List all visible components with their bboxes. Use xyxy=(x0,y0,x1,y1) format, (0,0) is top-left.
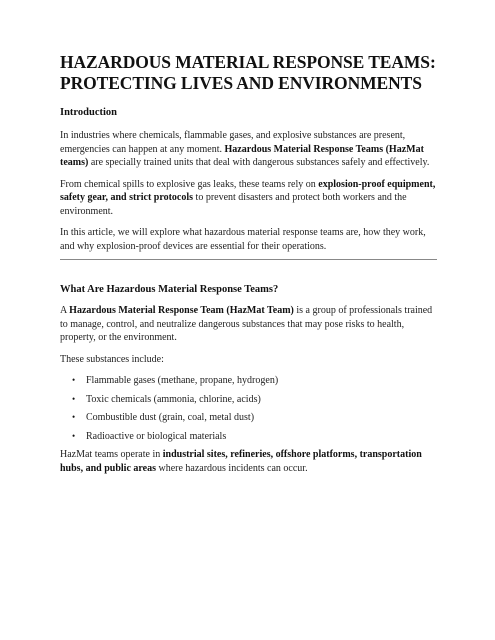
section2-paragraph-2: These substances include: xyxy=(60,353,164,365)
intro-paragraph-2 xyxy=(60,178,438,219)
list-item-text: Toxic chemicals (ammonia, chlorine, acids) xyxy=(86,393,261,405)
bullet-icon: • xyxy=(72,393,76,404)
intro-paragraph-1 xyxy=(60,129,438,170)
title-line-2: PROTECTING LIVES AND ENVIRONMENTS xyxy=(60,73,422,93)
intro-p1-bold: Hazardous Material Response Teams (HazMat teams) xyxy=(60,143,424,168)
intro-p2-bold: explosion-proof equipment, safety gear, and strict protocols xyxy=(60,178,436,203)
list-item-text: Combustible dust (grain, coal, metal dust) xyxy=(86,412,255,423)
section-divider xyxy=(60,259,437,260)
title-line-1: HAZARDOUS MATERIAL RESPONSE TEAMS: xyxy=(60,52,436,72)
list-item xyxy=(60,411,438,425)
bullet-icon: • xyxy=(72,375,76,385)
intro-paragraph-3: In this article, we will explore what hazardous material response teams are, how they work, and why explosion-proof devices are essential for their operations. xyxy=(60,227,426,252)
list-item xyxy=(60,374,438,388)
list-item xyxy=(60,393,438,407)
s2-p3-text-1: HazMat teams operate in xyxy=(60,449,163,460)
s2-p1-text-2: is a group of professionals trained to manage, control, and neutralize dangerous substances that may pose risks to health, property, or the environment. xyxy=(60,305,433,343)
substances-list xyxy=(60,374,438,443)
list-item xyxy=(60,430,438,444)
document-body xyxy=(60,52,438,475)
intro-p1-text-1: In industries where chemicals, flammable gases, and explosive substances are present, emergencies can happen at any moment. xyxy=(60,130,406,155)
intro-heading: Introduction xyxy=(60,107,117,118)
document-title xyxy=(60,52,438,94)
list-item-text: Flammable gases (methane, propane, hydrogen) xyxy=(86,375,279,386)
intro-p2-text-1: From chemical spills to explosive gas leaks, these teams rely on xyxy=(60,178,319,190)
s2-p3-text-2: where hazardous incidents can occur. xyxy=(155,462,308,474)
section2-heading: What Are Hazardous Material Response Teams? xyxy=(60,284,279,295)
section2-paragraph-1 xyxy=(60,304,438,345)
bullet-icon: • xyxy=(72,412,76,422)
list-item-text: Radioactive or biological materials xyxy=(86,430,227,442)
intro-p1-text-2: are specially trained units that deal with dangerous substances safely and effectively. xyxy=(88,157,430,168)
intro-p2-text-2: to prevent disasters and protect both workers and the environment. xyxy=(60,192,407,217)
bullet-icon: • xyxy=(72,430,76,441)
s2-p3-bold: industrial sites, refineries, offshore platforms, transportation hubs, and public areas xyxy=(60,449,422,474)
s2-p1-bold: Hazardous Material Response Team (HazMat Team) xyxy=(69,305,294,316)
s2-p1-text-1: A xyxy=(60,305,70,316)
section2-paragraph-3 xyxy=(60,448,438,475)
